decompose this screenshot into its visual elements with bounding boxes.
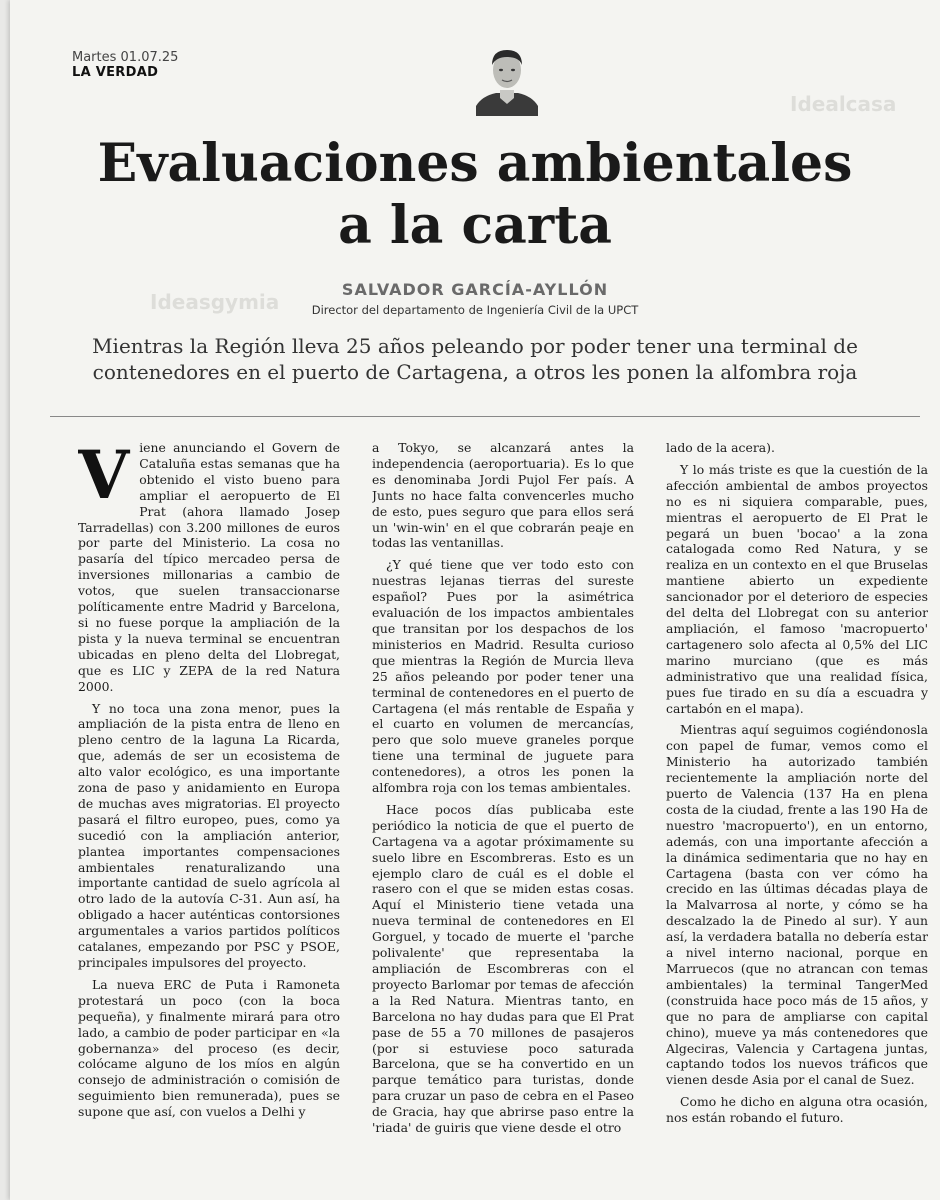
publication-date: Martes 01.07.25 [72, 50, 179, 65]
text-column-1 [78, 440, 340, 1200]
author-name: SALVADOR GARCÍA-AYLLÓN [341, 280, 609, 299]
divider [50, 416, 920, 417]
paragraph: Como he dicho en alguna otra ocasión, nos están robando el futuro. [666, 1094, 928, 1126]
text-column-3 [666, 440, 928, 1200]
paragraph: ¿Y qué tiene que ver todo esto con nuestras lejanas tierras del sureste español? Pues por la asimétrica evaluación de los impactos ambientales que transitan por los despachos de los ministerios en Madrid. Resulta curioso que mientras la Región de Murcia lleva 25 años peleando por poder tener una terminal de contenedores en el puerto de Cartagena (el más rentable de España y el cuarto en volumen de mercancías, pero que solo mueve graneles porque tiene una terminal de juguete para contenedores), a otros les ponen la alfombra roja con los temas ambientales. [372, 557, 634, 796]
drop-cap: V [78, 440, 130, 514]
headline-line: a la carta [338, 195, 612, 256]
paragraph: Y lo más triste es que la cuestión de la afección ambiental de ambos proyectos no es ni siquiera comparable, pues, mientras el aeropuerto de El Prat le pegará un buen 'bocao' a la zona catalogada como Red Natura, y se realiza en un contexto en el que Bruselas mantiene abierto un expediente sancionador por el deterioro de especies del delta del Llobregat con su anterior ampliación, el famoso 'macropuerto' cartagenero solo afecta al 0,5% del LIC marino murciano (que es más administrativo que una realidad física, pues fue tirado en su día a escuadra y cartabón en el mapa). [666, 461, 928, 716]
article-subtitle [50, 333, 900, 385]
paragraph-text: iene anunciando el Govern de Cataluña estas semanas que ha obtenido el visto bueno para ampliar el aeropuerto de El Prat (ahora llamado Josep Tarradellas) con 3.200 millones de euros por parte del Ministerio. La cosa no pasaría del típico mercadeo persa de inversiones millonarias a cambio de votos, que suelen transaccionarse políticamente entre Madrid y Barcelona, si no fuese porque la ampliación de la pista y la nueva terminal se encuentran ubicadas en pleno delta del Llobregat, que es LIC y ZEPA de la red Natura 2000. [78, 440, 340, 694]
paragraph: lado de la acera). [666, 440, 775, 455]
newspaper-name: LA VERDAD [72, 65, 159, 80]
paragraph: Mientras aquí seguimos cogiéndonosla con papel de fumar, vemos como el Ministerio ha autorizado también recientemente la ampliación norte del puerto de Valencia (137 Ha en plena costa de la ciudad, frente a las 190 Ha de nuestro 'macropuerto'), en un entorno, además, con una importante afección a la dinámica sedimentaria que no hay en Cartagena (basta con ver cómo ha crecido en las últimas décadas playa de la Malvarrosa al norte, y cómo se ha descalzado la de Pinedo al sur). Y aun así, la verdadera batalla no debería estar a nivel interno nacional, porque en Marruecos (que no atrancan con temas ambientales) la terminal TangerMed (construida hace poco más de 15 años, y que no para de ampliarse con capital chino), mueve ya más contenedores que Algeciras, Valencia y Cartagena juntas, captando todos los nuevos tráficos que vienen desde Asia por el canal de Suez. [666, 722, 928, 1088]
bleed-through-text: Ideasgymia [150, 290, 280, 314]
subtitle-line: contenedores en el puerto de Cartagena, a otros les ponen la alfombra roja [92, 360, 858, 384]
article-headline [10, 133, 940, 257]
subtitle-line: Mientras la Región lleva 25 años peleando por poder tener una terminal de [92, 334, 858, 358]
bleed-through-text: Idealcasa [790, 92, 897, 116]
headline-line: Evaluaciones ambientales [97, 133, 853, 194]
author-role: Director del departamento de Ingeniería Civil de la UPCT [311, 303, 639, 317]
paragraph: Hace pocos días publicaba este periódico la noticia de que el puerto de Cartagena va a agotar próximamente su suelo libre en Escombreras. Esto es un ejemplo claro de cuál es el doble el rasero con el que se miden estas cosas. Aquí el Ministerio tiene vetada una nueva terminal de contenedores en El Gorguel, y tocado de muerte el 'parche polivalente' que representaba la ampliación de Escombreras con el proyecto Barlomar por temas de afección a la Red Natura. Mientras tanto, en Barcelona no hay dudas para que El Prat pase de 55 a 70 millones de pasajeros (por si estuviese poco saturada Barcelona, que se ha convertido en un parque temático para turistas, donde para cruzar un paso de cebra en el Paseo de Gracia, hay que abrirse paso entre la 'riada' de guiris que viene desde el otro [372, 801, 634, 1136]
author-portrait [472, 40, 542, 116]
text-column-2 [372, 440, 634, 1200]
paragraph: Y no toca una zona menor, pues la ampliación de la pista entra de lleno en pleno centro de la laguna La Ricarda, que, además de ser un ecosistema de alto valor ecológico, es una importante zona de paso y anidamiento en Europa de muchas aves migratorias. El proyecto pasará el filtro europeo, pues, como ya sucedió con la ampliación anterior, plantea importantes compensaciones ambientales renaturalizando una importante cantidad de suelo agrícola al otro lado de la autovía C-31. Aun así, ha obligado a hacer auténticas contorsiones argumentales a varios partidos políticos catalanes, empezando por PSC y PSOE, principales impulsores del proyecto. [78, 700, 340, 970]
paragraph [78, 440, 340, 695]
paragraph: a Tokyo, se alcanzará antes la independencia (aeroportuaria). Es lo que es denominaba Jordi Pujol Fer país. A Junts no hace falta convencerles mucho de esto, pues seguro que para ellos será un 'win-win' en el que cobrarán peaje en todas las ventanillas. [372, 440, 634, 551]
paragraph: La nueva ERC de Puta i Ramoneta protestará un poco (con la boca pequeña), y finalmente mirará para otro lado, a cambio de poder participar en «la gobernanza» del proceso (es decir, colócame alguno de los míos en algún consejo de administración o comisión de seguimiento bien remunerada), pues se supone que así, con vuelos a Delhi y [78, 976, 340, 1120]
newspaper-page [10, 0, 940, 1200]
